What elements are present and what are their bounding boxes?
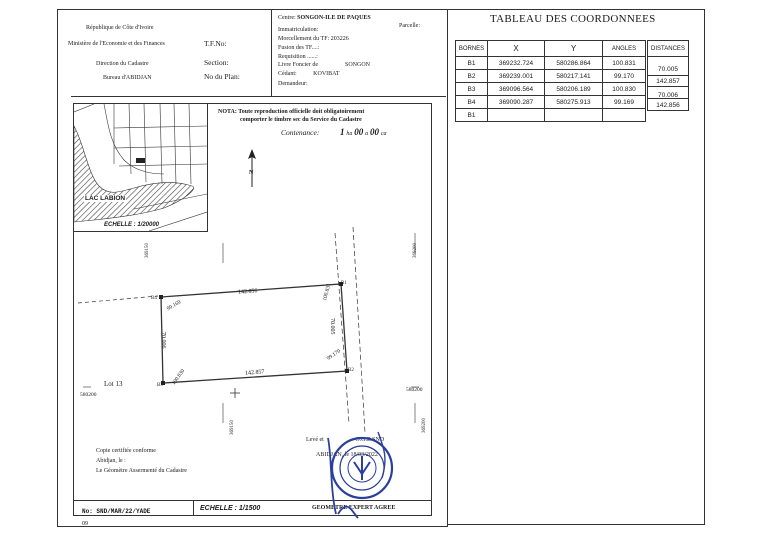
cell-borne: B3: [456, 83, 488, 96]
parcelle-label: Parcelle:: [399, 23, 420, 29]
leve-label: Levé et O.G.E SND: [306, 437, 385, 443]
abidjan-le: Abidjan, le :: [96, 458, 126, 464]
cell-x: [488, 109, 545, 122]
plan-scale: ECHELLE : 1/1500: [200, 505, 261, 512]
distance-right: 70.005: [329, 318, 335, 335]
col-y: Y: [545, 41, 603, 57]
immatriculation-label: Immatriculation:: [278, 27, 319, 33]
nota-line-1: NOTA: Toute reproduction officielle doit obligatoirement: [218, 109, 365, 115]
plan-number-label: No du Plan:: [204, 72, 240, 81]
cell-borne: B2: [456, 70, 488, 83]
table-row: [456, 96, 646, 109]
cell-x: 369239.001: [488, 70, 545, 83]
official-stamp-icon: [318, 418, 400, 524]
coord-x-top-left: 369150: [145, 243, 150, 258]
borne-b4-label: B4: [151, 296, 157, 301]
republique-text: République de Côte d'Ivoire: [86, 25, 154, 31]
reference-number: No: SND/MAR/22/YADE: [82, 508, 151, 515]
distance-left: 70.006: [160, 332, 166, 349]
bureau-text: Bureau d'ABIDJAN: [103, 75, 152, 81]
col-bornes: BORNES: [456, 41, 488, 57]
coord-x-bottom-right: 369200: [422, 418, 427, 433]
cell-angle: 99.170: [603, 70, 646, 83]
fusion-label: Fusion des TF....:: [278, 45, 320, 51]
inset-scale: ECHELLE : 1/20000: [104, 222, 160, 228]
contenance: Contenance: 1 ha 00 a 00 ca: [281, 127, 387, 137]
table-row: [456, 70, 646, 83]
distance-top: 142.856: [237, 288, 258, 296]
ministere-text: Ministère de l'Economie et des Finances: [68, 41, 165, 47]
distance-cell: 142.856: [647, 98, 689, 111]
cell-angle: [603, 109, 646, 122]
coord-y-right: 580200: [406, 387, 423, 393]
distance-cell: 142.857: [647, 75, 689, 87]
col-angles: ANGLES: [603, 41, 646, 57]
cell-y: 580217.141: [545, 70, 603, 83]
borne-b3-label: B3: [157, 383, 163, 388]
coordinates-table: [455, 40, 646, 122]
col-distances: DISTANCES: [647, 40, 689, 57]
cell-angle: 100.830: [603, 83, 646, 96]
copie-certifiee: Copie certifiée conforme: [96, 448, 156, 454]
angle-b1: 100.831: [322, 282, 333, 302]
livre-foncier-label: Livre Foncier de SONGON: [278, 62, 370, 68]
cedant-label: Cédant: KOVIBAT: [278, 71, 340, 77]
table-row: [456, 57, 646, 70]
lot-label: Lot 13: [104, 380, 123, 388]
footer-divider: [193, 500, 194, 516]
coord-x-bottom-left: 369150: [230, 420, 235, 435]
header-divider: [271, 9, 272, 96]
cell-x: 369090.287: [488, 96, 545, 109]
lake-label: LAC LABION: [85, 195, 126, 202]
section-label: Section:: [204, 58, 229, 67]
nota-line-2: comporter le timbre sec du Service du Cadastre: [240, 117, 362, 123]
direction-text: Direction du Cadastre: [96, 61, 149, 67]
table-title: TABLEAU DES COORDONNEES: [490, 13, 656, 25]
header-bottom-rule: [71, 96, 446, 97]
angle-b4: 99.169: [166, 299, 183, 313]
cell-borne: B4: [456, 96, 488, 109]
table-row: [456, 109, 646, 122]
north-label: N: [249, 170, 254, 176]
distance-cell: 70.006: [647, 86, 689, 99]
borne-b1-label: B1: [341, 281, 347, 286]
cell-angle: 100.831: [603, 57, 646, 70]
cell-x: 369096.564: [488, 83, 545, 96]
demandeur-label: Demandeur:: [278, 81, 308, 87]
angle-b2: 99.170: [326, 348, 342, 362]
coord-y-left: 580200: [80, 392, 97, 398]
requisition-label: Requisition ......:: [278, 54, 318, 60]
cell-y: 580286.864: [545, 57, 603, 70]
morcellement-label: Morcellement du TF: 203226: [278, 36, 349, 42]
abidjan-date: ABIDJAN, le 18/03/2022: [316, 452, 378, 458]
distance-cell: 70.005: [647, 56, 689, 76]
geometre-assermente: Le Géomètre Assermenté du Cadastre: [96, 468, 187, 474]
centre-label: Centre: SONGON-ILE DE PAQUES: [278, 15, 371, 21]
angle-b3: 100.830: [171, 368, 187, 387]
cell-borne: B1: [456, 109, 488, 122]
col-x: X: [488, 41, 545, 57]
cell-angle: 99.169: [603, 96, 646, 109]
cell-borne: B1: [456, 57, 488, 70]
tf-number-label: T.F.No:: [204, 39, 227, 48]
coord-x-top-right: 369200: [413, 243, 418, 258]
distance-bottom: 142.857: [244, 369, 265, 377]
borne-b4-marker: [159, 295, 163, 299]
cell-y: 580275.913: [545, 96, 603, 109]
corner-number: 09: [82, 521, 88, 527]
table-row: [456, 83, 646, 96]
cell-y: 580206.189: [545, 83, 603, 96]
cell-x: 369232.724: [488, 57, 545, 70]
borne-b2-label: B2: [348, 368, 354, 373]
geometre-expert: GEOMETRE EXPERT AGREE: [312, 505, 396, 511]
cell-y: [545, 109, 603, 122]
